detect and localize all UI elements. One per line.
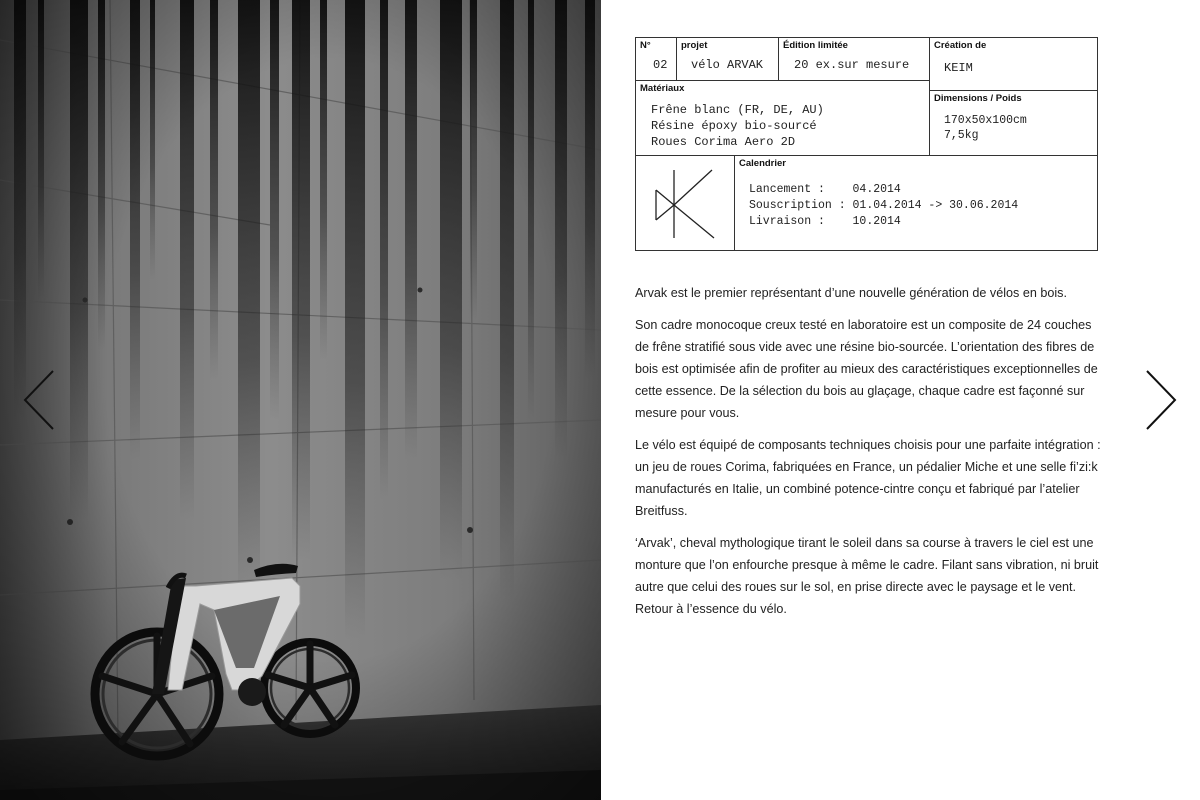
creation-label: Création de	[934, 40, 987, 51]
chevron-left-icon	[22, 369, 56, 431]
dimensions-label: Dimensions / Poids	[934, 93, 1022, 104]
calendrier-label: Calendrier	[739, 158, 786, 169]
edition-label: Édition limitée	[783, 40, 848, 51]
spec-cell-edition	[779, 38, 929, 80]
projet-label: projet	[681, 40, 708, 51]
spec-cell-creation	[930, 38, 1097, 90]
spec-cell-materiaux	[636, 81, 929, 155]
description-paragraph: ‘Arvak’, cheval mythologique tirant le soleil dans sa course à travers le ciel est une monture que l’on enfourche presque à même le cadre. Filant sans vibration, ni bruit autre que celui des roues sur le sol, en prise directe avec le paysage et le vent. Retour à l’essence du vélo.	[635, 536, 1099, 616]
keim-k-logo-icon	[636, 156, 734, 250]
chevron-right-icon	[1144, 369, 1178, 431]
edition-value: 20 ex.sur mesure	[794, 58, 910, 72]
dimensions-line: 170x50x100cm	[944, 114, 1027, 127]
description-paragraph: Le vélo est équipé de composants techniques choisis pour une parfaite intégration : un jeu de roues Corima, fabriquées en France, un pédalier Miche et une selle fi’zi:k manufacturés en Italie, un combiné potence-cintre conçu et fabriqué par l’atelier Breitfuss.	[635, 438, 1101, 518]
spec-cell-projet	[677, 38, 778, 80]
materiaux-line: Frêne blanc (FR, DE, AU)	[651, 103, 824, 117]
spec-cell-dimensions	[930, 91, 1097, 155]
dimensions-line: 7,5kg	[944, 129, 979, 142]
calendrier-line: Lancement : 04.2014	[749, 183, 901, 196]
spec-table	[635, 37, 1098, 251]
previous-button[interactable]	[22, 369, 56, 431]
calendrier-line: Souscription : 01.04.2014 -> 30.06.2014	[749, 199, 1019, 212]
spec-cell-numero	[636, 38, 676, 80]
numero-label: N°	[640, 40, 651, 51]
projet-value: vélo ARVAK	[691, 58, 764, 72]
creation-value: KEIM	[944, 61, 973, 75]
materiaux-line: Roues Corima Aero 2D	[651, 135, 796, 149]
next-button[interactable]	[1144, 369, 1178, 431]
description-paragraph: Son cadre monocoque creux testé en laboratoire est un composite de 24 couches de frêne stratifié sous vide avec une résine bio-sourcée. L’orientation des fibres de bois est optimisée afin de profiter au mieux des caractéristiques exceptionnelles de cette essence. De la sélection du bois au glaçage, chaque cadre est façonné sur mesure pour vous.	[635, 318, 1098, 420]
description-text	[635, 282, 1105, 630]
materiaux-line: Résine époxy bio-sourcé	[651, 119, 817, 133]
description-paragraph: Arvak est le premier représentant d’une nouvelle génération de vélos en bois.	[635, 286, 1067, 300]
keim-logo	[636, 156, 734, 250]
numero-value: 02	[653, 58, 668, 72]
materiaux-label: Matériaux	[640, 83, 685, 94]
spec-cell-calendrier	[735, 156, 1097, 250]
calendrier-line: Livraison : 10.2014	[749, 215, 901, 228]
